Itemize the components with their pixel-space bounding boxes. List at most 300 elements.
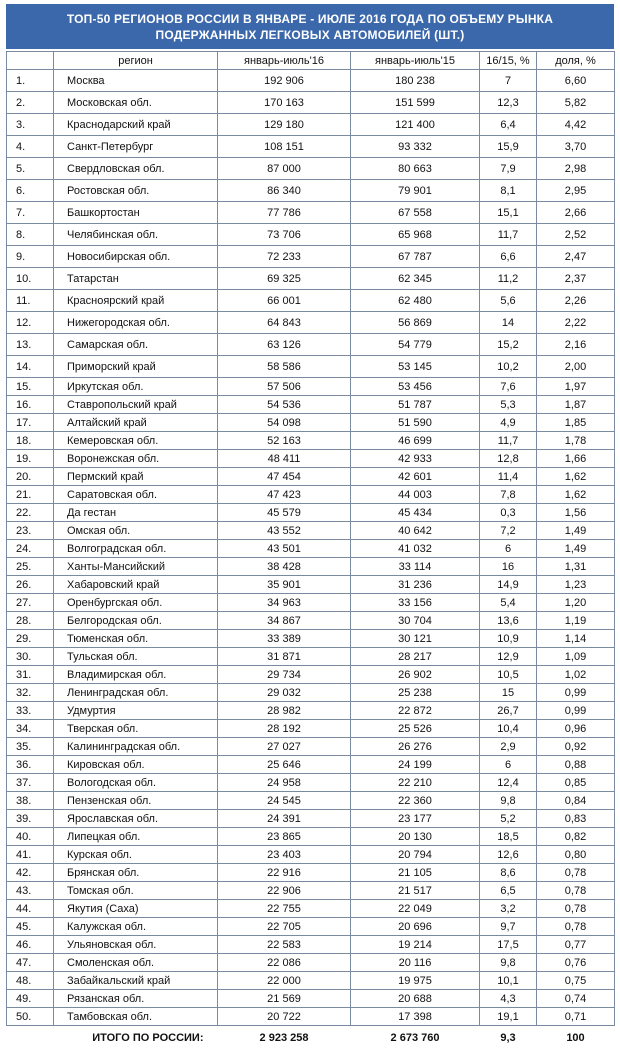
table-row bbox=[7, 936, 615, 954]
row-jan-jul-16: 72 233 bbox=[218, 246, 351, 268]
table-row bbox=[7, 558, 615, 576]
table-row bbox=[7, 720, 615, 738]
row-jan-jul-15: 93 332 bbox=[351, 136, 480, 158]
row-jan-jul-15: 42 933 bbox=[351, 450, 480, 468]
table-row bbox=[7, 378, 615, 396]
row-rank: 30. bbox=[7, 648, 54, 666]
row-change: 6,6 bbox=[480, 246, 537, 268]
table-row bbox=[7, 504, 615, 522]
row-region: Пензенская обл. bbox=[54, 792, 218, 810]
table-row bbox=[7, 334, 615, 356]
row-share: 0,82 bbox=[537, 828, 615, 846]
row-jan-jul-15: 51 787 bbox=[351, 396, 480, 414]
row-rank: 13. bbox=[7, 334, 54, 356]
row-jan-jul-15: 17 398 bbox=[351, 1008, 480, 1026]
row-share: 0,78 bbox=[537, 918, 615, 936]
row-share: 0,83 bbox=[537, 810, 615, 828]
row-jan-jul-15: 30 121 bbox=[351, 630, 480, 648]
row-region: Забайкальский край bbox=[54, 972, 218, 990]
row-jan-jul-15: 121 400 bbox=[351, 114, 480, 136]
row-jan-jul-16: 29 734 bbox=[218, 666, 351, 684]
row-jan-jul-15: 31 236 bbox=[351, 576, 480, 594]
row-rank: 7. bbox=[7, 202, 54, 224]
row-rank: 46. bbox=[7, 936, 54, 954]
row-share: 0,76 bbox=[537, 954, 615, 972]
row-jan-jul-16: 64 843 bbox=[218, 312, 351, 334]
row-jan-jul-15: 80 663 bbox=[351, 158, 480, 180]
row-rank: 4. bbox=[7, 136, 54, 158]
row-jan-jul-16: 170 163 bbox=[218, 92, 351, 114]
row-change: 8,1 bbox=[480, 180, 537, 202]
row-jan-jul-16: 25 646 bbox=[218, 756, 351, 774]
row-change: 7,2 bbox=[480, 522, 537, 540]
table-row bbox=[7, 224, 615, 246]
row-change: 7,9 bbox=[480, 158, 537, 180]
row-rank: 25. bbox=[7, 558, 54, 576]
row-rank: 28. bbox=[7, 612, 54, 630]
row-share: 1,62 bbox=[537, 486, 615, 504]
row-jan-jul-16: 108 151 bbox=[218, 136, 351, 158]
row-rank: 32. bbox=[7, 684, 54, 702]
row-share: 1,19 bbox=[537, 612, 615, 630]
table-row bbox=[7, 882, 615, 900]
row-jan-jul-15: 23 177 bbox=[351, 810, 480, 828]
row-jan-jul-15: 20 794 bbox=[351, 846, 480, 864]
row-region: Ярославская обл. bbox=[54, 810, 218, 828]
row-share: 5,82 bbox=[537, 92, 615, 114]
row-jan-jul-15: 53 456 bbox=[351, 378, 480, 396]
total-change: 9,3 bbox=[500, 1032, 516, 1044]
row-change: 12,3 bbox=[480, 92, 537, 114]
row-rank: 27. bbox=[7, 594, 54, 612]
table-row bbox=[7, 594, 615, 612]
table-row bbox=[7, 990, 615, 1008]
row-jan-jul-16: 22 086 bbox=[218, 954, 351, 972]
row-jan-jul-15: 44 003 bbox=[351, 486, 480, 504]
row-share: 1,20 bbox=[537, 594, 615, 612]
row-rank: 15. bbox=[7, 378, 54, 396]
header-region: регион bbox=[54, 52, 218, 70]
row-change: 5,2 bbox=[480, 810, 537, 828]
row-share: 6,60 bbox=[537, 70, 615, 92]
row-jan-jul-16: 22 705 bbox=[218, 918, 351, 936]
table-row bbox=[7, 246, 615, 268]
table-row bbox=[7, 356, 615, 378]
row-jan-jul-15: 40 642 bbox=[351, 522, 480, 540]
row-rank: 48. bbox=[7, 972, 54, 990]
row-jan-jul-15: 20 688 bbox=[351, 990, 480, 1008]
row-change: 12,8 bbox=[480, 450, 537, 468]
row-rank: 49. bbox=[7, 990, 54, 1008]
row-change: 11,7 bbox=[480, 432, 537, 450]
table-row bbox=[7, 268, 615, 290]
row-region: Ставропольский край bbox=[54, 396, 218, 414]
table-row bbox=[7, 684, 615, 702]
row-jan-jul-16: 73 706 bbox=[218, 224, 351, 246]
row-share: 1,02 bbox=[537, 666, 615, 684]
row-change: 12,9 bbox=[480, 648, 537, 666]
row-change: 11,4 bbox=[480, 468, 537, 486]
row-region: Санкт-Петербург bbox=[54, 136, 218, 158]
row-jan-jul-16: 66 001 bbox=[218, 290, 351, 312]
row-jan-jul-16: 77 786 bbox=[218, 202, 351, 224]
table-row bbox=[7, 846, 615, 864]
row-share: 0,77 bbox=[537, 936, 615, 954]
row-rank: 26. bbox=[7, 576, 54, 594]
row-change: 18,5 bbox=[480, 828, 537, 846]
row-jan-jul-16: 58 586 bbox=[218, 356, 351, 378]
row-jan-jul-15: 28 217 bbox=[351, 648, 480, 666]
header-jan-jul-16: январь-июль'16 bbox=[218, 52, 351, 70]
row-jan-jul-16: 48 411 bbox=[218, 450, 351, 468]
row-region: Самарская обл. bbox=[54, 334, 218, 356]
row-change: 10,2 bbox=[480, 356, 537, 378]
table-row bbox=[7, 972, 615, 990]
row-rank: 23. bbox=[7, 522, 54, 540]
row-jan-jul-16: 45 579 bbox=[218, 504, 351, 522]
row-jan-jul-16: 86 340 bbox=[218, 180, 351, 202]
row-rank: 10. bbox=[7, 268, 54, 290]
row-region: Тверская обл. bbox=[54, 720, 218, 738]
table-row bbox=[7, 756, 615, 774]
row-jan-jul-15: 25 526 bbox=[351, 720, 480, 738]
row-region: Хабаровский край bbox=[54, 576, 218, 594]
row-jan-jul-15: 19 214 bbox=[351, 936, 480, 954]
row-share: 0,99 bbox=[537, 684, 615, 702]
table-row bbox=[7, 202, 615, 224]
row-rank: 2. bbox=[7, 92, 54, 114]
header-change: 16/15, % bbox=[480, 52, 537, 70]
row-jan-jul-16: 31 871 bbox=[218, 648, 351, 666]
row-region: Татарстан bbox=[54, 268, 218, 290]
row-share: 0,84 bbox=[537, 792, 615, 810]
row-jan-jul-15: 30 704 bbox=[351, 612, 480, 630]
row-share: 1,56 bbox=[537, 504, 615, 522]
row-change: 17,5 bbox=[480, 936, 537, 954]
total-share: 100 bbox=[566, 1032, 585, 1044]
table-row bbox=[7, 432, 615, 450]
row-jan-jul-15: 22 872 bbox=[351, 702, 480, 720]
row-share: 0,75 bbox=[537, 972, 615, 990]
row-jan-jul-15: 42 601 bbox=[351, 468, 480, 486]
row-jan-jul-15: 20 116 bbox=[351, 954, 480, 972]
row-jan-jul-15: 26 902 bbox=[351, 666, 480, 684]
total-jan-jul-15: 2 673 760 bbox=[390, 1032, 440, 1044]
row-region: Башкортостан bbox=[54, 202, 218, 224]
row-jan-jul-15: 21 105 bbox=[351, 864, 480, 882]
table-row bbox=[7, 136, 615, 158]
row-jan-jul-16: 22 583 bbox=[218, 936, 351, 954]
row-region: Саратовская обл. bbox=[54, 486, 218, 504]
row-region: Рязанская обл. bbox=[54, 990, 218, 1008]
row-change: 4,9 bbox=[480, 414, 537, 432]
row-share: 0,78 bbox=[537, 900, 615, 918]
row-share: 1,31 bbox=[537, 558, 615, 576]
row-jan-jul-16: 43 501 bbox=[218, 540, 351, 558]
table-row bbox=[7, 540, 615, 558]
table-row bbox=[7, 1008, 615, 1026]
row-rank: 22. bbox=[7, 504, 54, 522]
row-jan-jul-15: 19 975 bbox=[351, 972, 480, 990]
row-jan-jul-16: 57 506 bbox=[218, 378, 351, 396]
row-change: 9,8 bbox=[480, 954, 537, 972]
row-share: 0,78 bbox=[537, 864, 615, 882]
row-rank: 24. bbox=[7, 540, 54, 558]
table-row bbox=[7, 290, 615, 312]
header-jan-jul-15: январь-июль'15 bbox=[351, 52, 480, 70]
row-jan-jul-15: 20 696 bbox=[351, 918, 480, 936]
row-jan-jul-16: 28 982 bbox=[218, 702, 351, 720]
header-share: доля, % bbox=[537, 52, 615, 70]
row-rank: 19. bbox=[7, 450, 54, 468]
row-jan-jul-16: 22 906 bbox=[218, 882, 351, 900]
row-jan-jul-15: 79 901 bbox=[351, 180, 480, 202]
row-change: 12,6 bbox=[480, 846, 537, 864]
row-rank: 35. bbox=[7, 738, 54, 756]
table-row bbox=[7, 900, 615, 918]
row-change: 13,6 bbox=[480, 612, 537, 630]
row-region: Томская обл. bbox=[54, 882, 218, 900]
row-rank: 34. bbox=[7, 720, 54, 738]
row-change: 10,9 bbox=[480, 630, 537, 648]
row-region: Пермский край bbox=[54, 468, 218, 486]
row-share: 3,70 bbox=[537, 136, 615, 158]
row-share: 1,97 bbox=[537, 378, 615, 396]
table-row bbox=[7, 522, 615, 540]
row-jan-jul-15: 20 130 bbox=[351, 828, 480, 846]
row-change: 14 bbox=[480, 312, 537, 334]
row-change: 15,9 bbox=[480, 136, 537, 158]
row-share: 1,49 bbox=[537, 522, 615, 540]
row-region: Смоленская обл. bbox=[54, 954, 218, 972]
row-rank: 5. bbox=[7, 158, 54, 180]
header-rank bbox=[7, 52, 54, 70]
row-share: 1,14 bbox=[537, 630, 615, 648]
row-change: 11,7 bbox=[480, 224, 537, 246]
table-row bbox=[7, 612, 615, 630]
row-region: Московская обл. bbox=[54, 92, 218, 114]
regions-table bbox=[6, 51, 615, 1050]
row-jan-jul-15: 22 049 bbox=[351, 900, 480, 918]
table-row bbox=[7, 738, 615, 756]
table-title-line-1: ТОП-50 РЕГИОНОВ РОССИИ В ЯНВАРЕ - ИЮЛЕ 2016 ГОДА ПО ОБЪЕМУ РЫНКА bbox=[66, 11, 554, 26]
row-jan-jul-16: 69 325 bbox=[218, 268, 351, 290]
row-share: 0,78 bbox=[537, 882, 615, 900]
row-share: 1,87 bbox=[537, 396, 615, 414]
row-jan-jul-15: 65 968 bbox=[351, 224, 480, 246]
row-region: Челябинская обл. bbox=[54, 224, 218, 246]
row-jan-jul-15: 41 032 bbox=[351, 540, 480, 558]
row-jan-jul-16: 192 906 bbox=[218, 70, 351, 92]
row-jan-jul-16: 22 755 bbox=[218, 900, 351, 918]
row-jan-jul-16: 34 867 bbox=[218, 612, 351, 630]
table-row bbox=[7, 774, 615, 792]
row-change: 5,3 bbox=[480, 396, 537, 414]
row-change: 26,7 bbox=[480, 702, 537, 720]
row-jan-jul-15: 45 434 bbox=[351, 504, 480, 522]
row-change: 9,8 bbox=[480, 792, 537, 810]
row-jan-jul-16: 20 722 bbox=[218, 1008, 351, 1026]
row-rank: 45. bbox=[7, 918, 54, 936]
row-jan-jul-15: 21 517 bbox=[351, 882, 480, 900]
row-region: Ханты-Мансийский bbox=[54, 558, 218, 576]
row-jan-jul-16: 23 865 bbox=[218, 828, 351, 846]
row-change: 9,7 bbox=[480, 918, 537, 936]
row-change: 7,6 bbox=[480, 378, 537, 396]
row-region: Кировская обл. bbox=[54, 756, 218, 774]
table-row bbox=[7, 158, 615, 180]
row-change: 2,9 bbox=[480, 738, 537, 756]
row-region: Алтайский край bbox=[54, 414, 218, 432]
row-region: Тамбовская обл. bbox=[54, 1008, 218, 1026]
row-region: Да гестан bbox=[54, 504, 218, 522]
table-row bbox=[7, 702, 615, 720]
row-share: 0,85 bbox=[537, 774, 615, 792]
row-region: Красноярский край bbox=[54, 290, 218, 312]
table-title-line-2: ПОДЕРЖАННЫХ ЛЕГКОВЫХ АВТОМОБИЛЕЙ (ШТ.) bbox=[155, 27, 465, 42]
row-region: Тюменская обл. bbox=[54, 630, 218, 648]
row-change: 19,1 bbox=[480, 1008, 537, 1026]
row-change: 15,2 bbox=[480, 334, 537, 356]
row-jan-jul-16: 54 098 bbox=[218, 414, 351, 432]
row-change: 15,1 bbox=[480, 202, 537, 224]
row-jan-jul-16: 22 916 bbox=[218, 864, 351, 882]
row-change: 8,6 bbox=[480, 864, 537, 882]
table-row bbox=[7, 630, 615, 648]
row-jan-jul-16: 129 180 bbox=[218, 114, 351, 136]
table-row bbox=[7, 396, 615, 414]
row-change: 3,2 bbox=[480, 900, 537, 918]
table-row bbox=[7, 918, 615, 936]
row-jan-jul-15: 62 480 bbox=[351, 290, 480, 312]
row-jan-jul-16: 23 403 bbox=[218, 846, 351, 864]
row-jan-jul-16: 29 032 bbox=[218, 684, 351, 702]
table-row bbox=[7, 954, 615, 972]
row-share: 2,37 bbox=[537, 268, 615, 290]
row-region: Новосибирская обл. bbox=[54, 246, 218, 268]
row-change: 6,5 bbox=[480, 882, 537, 900]
row-change: 16 bbox=[480, 558, 537, 576]
row-jan-jul-15: 26 276 bbox=[351, 738, 480, 756]
row-jan-jul-15: 180 238 bbox=[351, 70, 480, 92]
row-region: Брянская обл. bbox=[54, 864, 218, 882]
row-region: Липецкая обл. bbox=[54, 828, 218, 846]
table-row bbox=[7, 666, 615, 684]
row-share: 2,16 bbox=[537, 334, 615, 356]
row-jan-jul-15: 22 210 bbox=[351, 774, 480, 792]
table-row bbox=[7, 576, 615, 594]
row-change: 4,3 bbox=[480, 990, 537, 1008]
row-share: 0,88 bbox=[537, 756, 615, 774]
table-title bbox=[6, 4, 614, 49]
row-region: Иркутская обл. bbox=[54, 378, 218, 396]
row-change: 10,4 bbox=[480, 720, 537, 738]
table-row bbox=[7, 92, 615, 114]
row-jan-jul-16: 33 389 bbox=[218, 630, 351, 648]
row-jan-jul-16: 35 901 bbox=[218, 576, 351, 594]
row-region: Курская обл. bbox=[54, 846, 218, 864]
row-rank: 12. bbox=[7, 312, 54, 334]
row-rank: 39. bbox=[7, 810, 54, 828]
table-row bbox=[7, 468, 615, 486]
row-jan-jul-16: 47 423 bbox=[218, 486, 351, 504]
row-rank: 33. bbox=[7, 702, 54, 720]
total-jan-jul-16: 2 923 258 bbox=[259, 1032, 309, 1044]
row-jan-jul-16: 34 963 bbox=[218, 594, 351, 612]
row-jan-jul-15: 46 699 bbox=[351, 432, 480, 450]
row-jan-jul-16: 43 552 bbox=[218, 522, 351, 540]
row-jan-jul-15: 67 787 bbox=[351, 246, 480, 268]
row-rank: 9. bbox=[7, 246, 54, 268]
row-change: 10,5 bbox=[480, 666, 537, 684]
header-row bbox=[7, 52, 615, 70]
row-jan-jul-15: 67 558 bbox=[351, 202, 480, 224]
row-rank: 36. bbox=[7, 756, 54, 774]
row-share: 2,26 bbox=[537, 290, 615, 312]
row-change: 0,3 bbox=[480, 504, 537, 522]
row-region: Калининградская обл. bbox=[54, 738, 218, 756]
row-change: 14,9 bbox=[480, 576, 537, 594]
table-row bbox=[7, 414, 615, 432]
row-change: 12,4 bbox=[480, 774, 537, 792]
row-share: 1,78 bbox=[537, 432, 615, 450]
row-jan-jul-16: 38 428 bbox=[218, 558, 351, 576]
table-row bbox=[7, 70, 615, 92]
row-change: 7,8 bbox=[480, 486, 537, 504]
row-share: 0,99 bbox=[537, 702, 615, 720]
row-region: Нижегородская обл. bbox=[54, 312, 218, 334]
row-share: 0,96 bbox=[537, 720, 615, 738]
row-change: 6,4 bbox=[480, 114, 537, 136]
row-region: Приморский край bbox=[54, 356, 218, 378]
row-share: 0,92 bbox=[537, 738, 615, 756]
row-rank: 40. bbox=[7, 828, 54, 846]
total-label: ИТОГО ПО РОССИИ: bbox=[92, 1032, 204, 1044]
row-change: 15 bbox=[480, 684, 537, 702]
row-region: Ленинградская обл. bbox=[54, 684, 218, 702]
row-share: 2,95 bbox=[537, 180, 615, 202]
table-row bbox=[7, 312, 615, 334]
row-rank: 42. bbox=[7, 864, 54, 882]
row-rank: 1. bbox=[7, 70, 54, 92]
row-region: Белгородская обл. bbox=[54, 612, 218, 630]
row-jan-jul-16: 21 569 bbox=[218, 990, 351, 1008]
table-row bbox=[7, 114, 615, 136]
row-rank: 50. bbox=[7, 1008, 54, 1026]
row-region: Удмуртия bbox=[54, 702, 218, 720]
row-rank: 20. bbox=[7, 468, 54, 486]
row-jan-jul-16: 47 454 bbox=[218, 468, 351, 486]
row-region: Владимирская обл. bbox=[54, 666, 218, 684]
table-row bbox=[7, 810, 615, 828]
row-jan-jul-16: 22 000 bbox=[218, 972, 351, 990]
row-change: 7 bbox=[480, 70, 537, 92]
row-rank: 17. bbox=[7, 414, 54, 432]
row-jan-jul-16: 28 192 bbox=[218, 720, 351, 738]
row-rank: 38. bbox=[7, 792, 54, 810]
total-row bbox=[7, 1026, 615, 1051]
row-rank: 44. bbox=[7, 900, 54, 918]
row-region: Краснодарский край bbox=[54, 114, 218, 136]
row-share: 2,98 bbox=[537, 158, 615, 180]
row-jan-jul-15: 24 199 bbox=[351, 756, 480, 774]
row-region: Кемеровская обл. bbox=[54, 432, 218, 450]
row-share: 2,47 bbox=[537, 246, 615, 268]
row-share: 1,85 bbox=[537, 414, 615, 432]
row-jan-jul-16: 87 000 bbox=[218, 158, 351, 180]
row-change: 6 bbox=[480, 756, 537, 774]
table-row bbox=[7, 450, 615, 468]
